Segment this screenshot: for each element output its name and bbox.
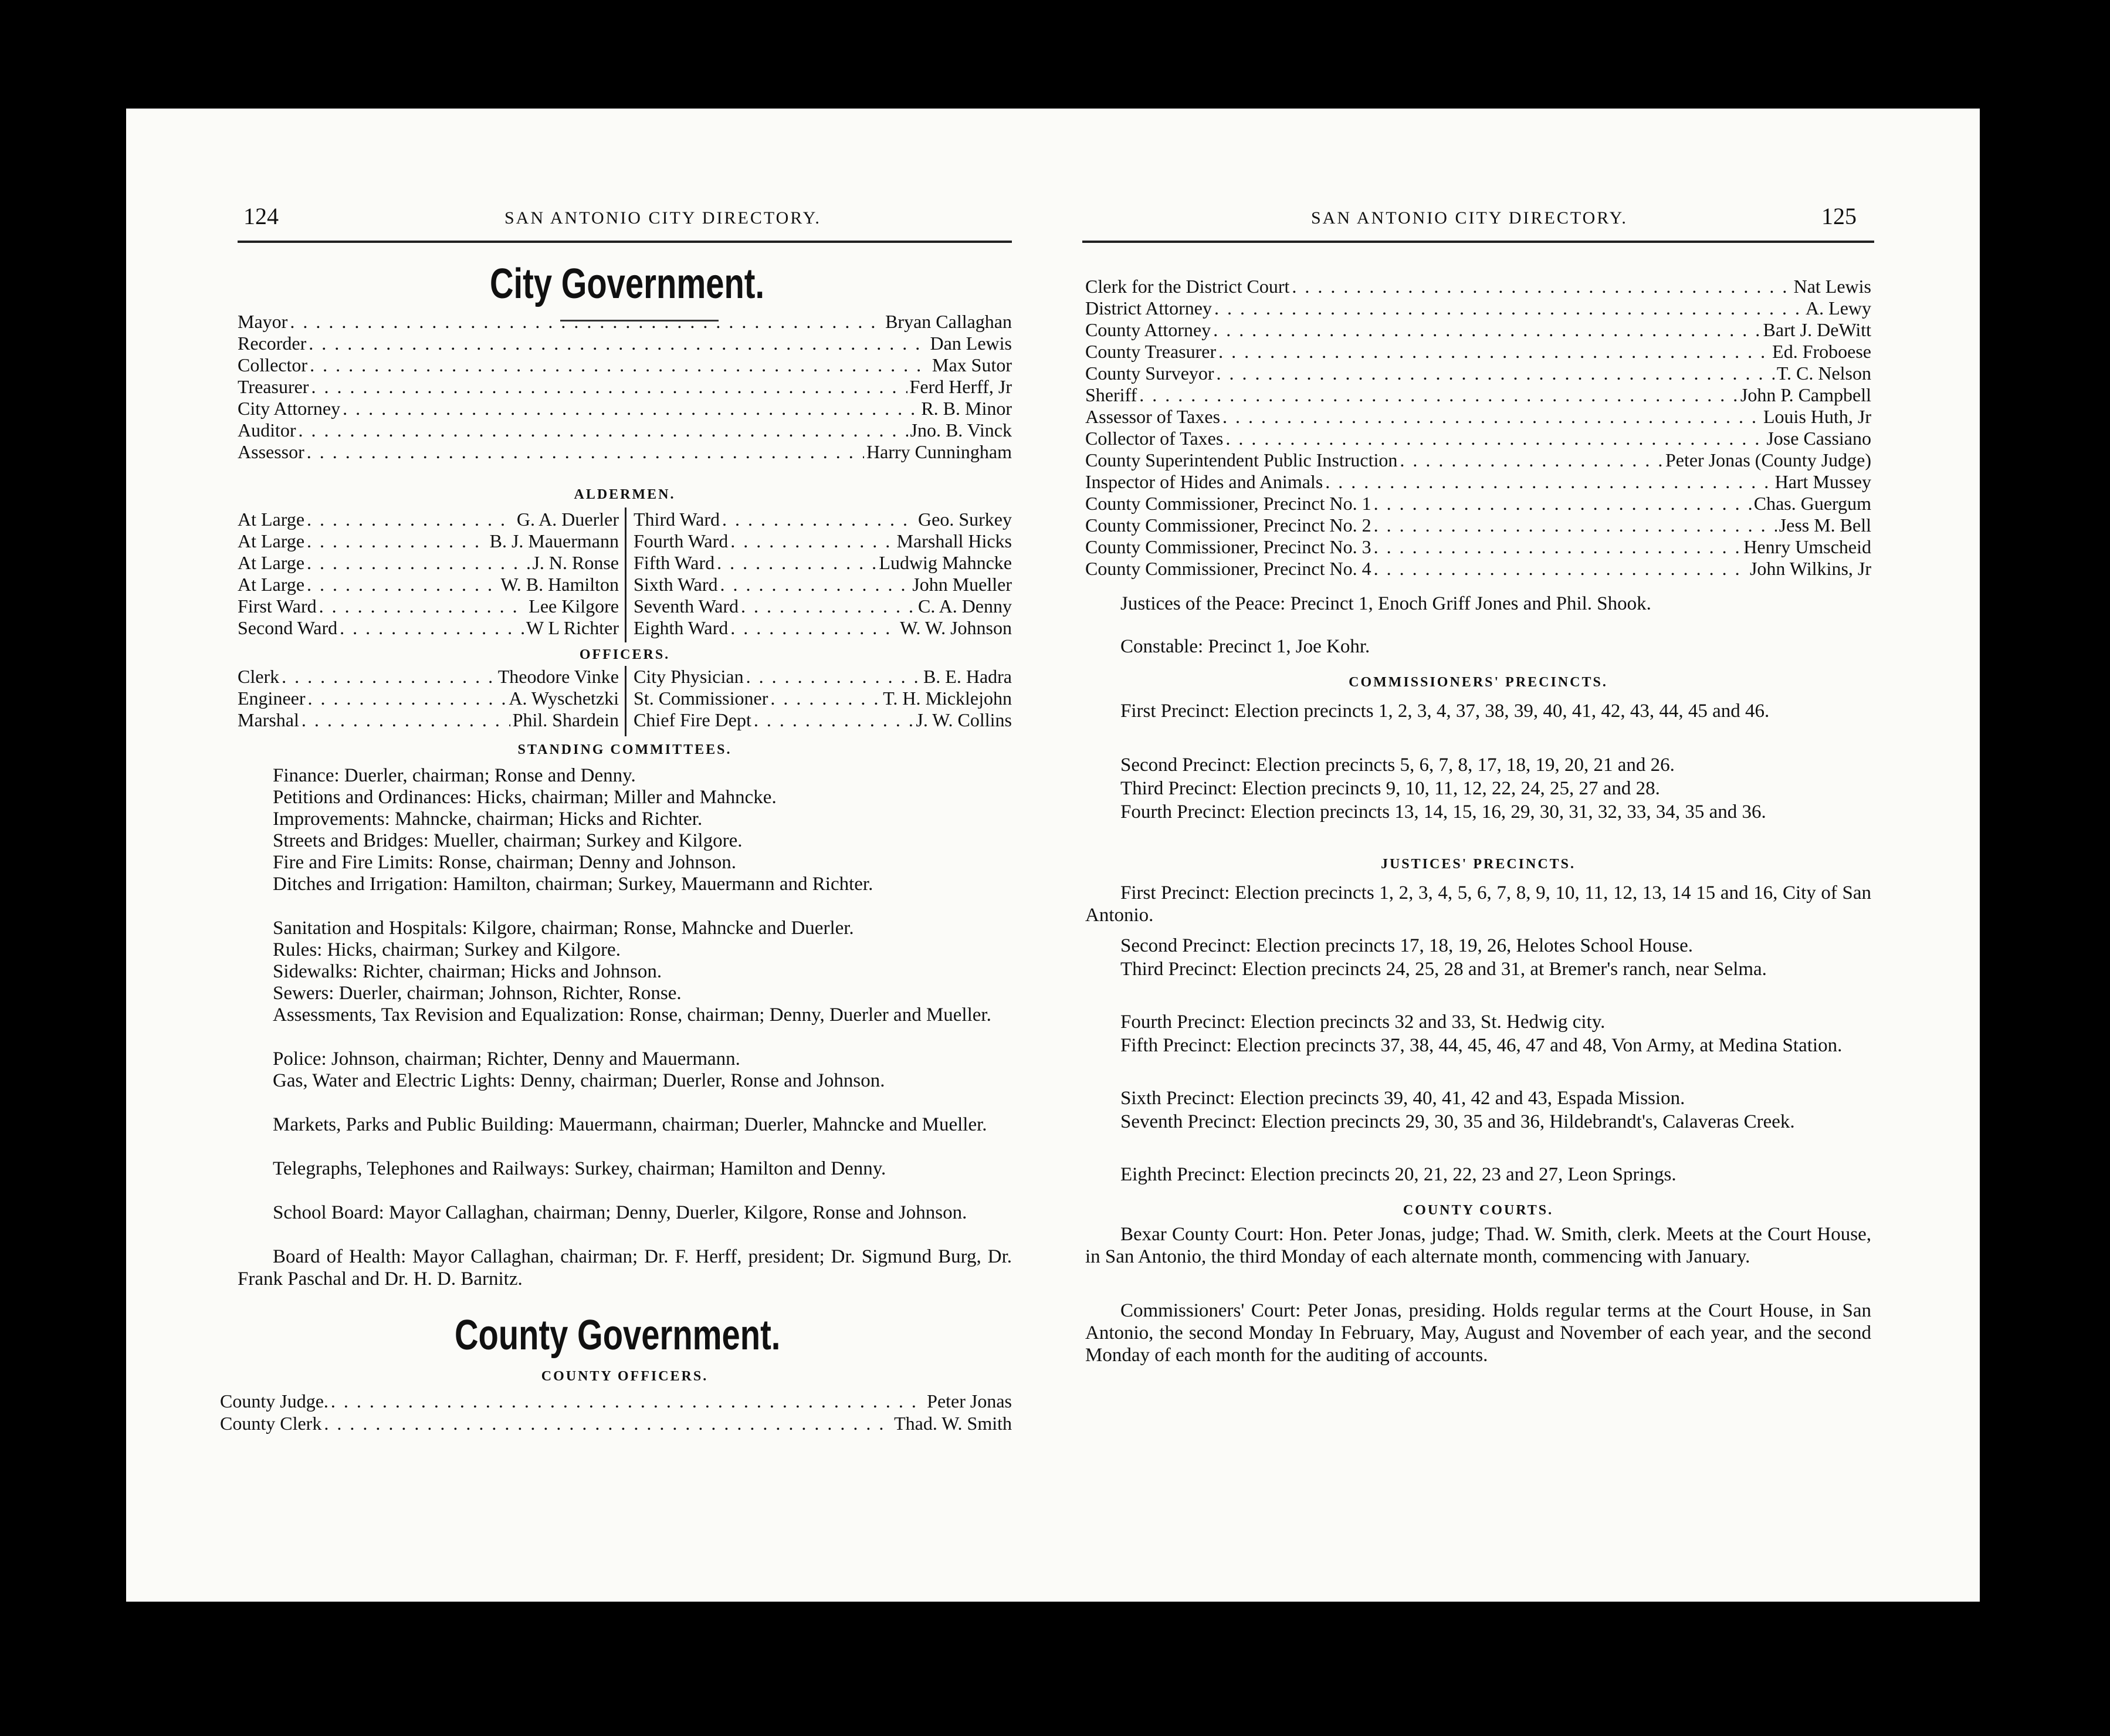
county-courts-heading: COUNTY COURTS. <box>1403 1203 1554 1218</box>
dot-leader <box>754 709 914 731</box>
alderman-entry <box>634 574 1012 595</box>
county-official-entry-value: John P. Campbell <box>1740 384 1871 405</box>
official-entry <box>238 354 1012 375</box>
county-official-entry-label: County Commissioner, Precinct No. 1 <box>1085 493 1371 514</box>
dot-leader <box>770 688 880 709</box>
dot-leader <box>282 666 496 688</box>
commissioners-precinct-entry: Third Precinct: Election precincts 9, 10, 11, 12, 22, 24, 25, 27 and 28. <box>1120 778 1660 799</box>
alderman-entry-value: Geo. Surkey <box>918 509 1012 530</box>
alderman-entry-label: Third Ward <box>634 509 720 530</box>
officer-entry-value: A. Wyschetzki <box>509 688 619 709</box>
dot-leader <box>1222 406 1761 428</box>
county-official-entry <box>1085 558 1871 579</box>
commissioners-precinct-entry: First Precinct: Election precincts 1, 2, 3, 4, 37, 38, 39, 40, 41, 42, 43, 44, 45 and 46. <box>1120 701 1770 722</box>
officer-entry-label: Marshal <box>238 709 299 730</box>
official-entry-value: Harry Cunningham <box>866 441 1012 462</box>
officer-entry <box>238 688 619 709</box>
official-entry <box>238 333 1012 354</box>
official-entry-label: Mayor <box>238 311 288 332</box>
alderman-entry <box>238 552 619 573</box>
county-official-entry-value: Chas. Guergum <box>1753 493 1871 514</box>
county-official-entry-value: T. C. Nelson <box>1776 363 1871 384</box>
officer-entry-label: St. Commissioner <box>634 688 768 709</box>
county-court-entry: Bexar County Court: Hon. Peter Jonas, judge; Thad. W. Smith, clerk. Meets at the Court House, in San Antonio, the third Monday of each alternate month, commencing with January. <box>1085 1224 1871 1267</box>
committee-entry: School Board: Mayor Callaghan, chairman; Denny, Duerler, Kilgore, Ronse and Johnson. <box>273 1202 967 1223</box>
committee-entry: Finance: Duerler, chairman; Ronse and Denny. <box>273 765 636 786</box>
county-official-entry-value: A. Lewy <box>1806 297 1871 319</box>
official-entry-label: Treasurer <box>238 376 309 397</box>
county-official-entry-label: County Commissioner, Precinct No. 3 <box>1085 536 1371 557</box>
officer-entry-value: Phil. Shardein <box>512 709 619 730</box>
running-header-left: SAN ANTONIO CITY DIRECTORY. <box>504 208 821 228</box>
committee-entry: Sewers: Duerler, chairman; Johnson, Richter, Ronse. <box>273 983 682 1004</box>
commissioners-precincts-heading: COMMISSIONERS' PRECINCTS. <box>1349 675 1608 690</box>
dot-leader <box>311 376 907 398</box>
official-entry <box>238 398 1012 419</box>
alderman-entry-label: Fifth Ward <box>634 552 715 573</box>
dot-leader <box>324 1413 892 1434</box>
dot-leader <box>730 617 897 639</box>
officer-entry <box>238 666 619 687</box>
alderman-entry-value: W L Richter <box>526 617 619 638</box>
county-official-entry <box>1085 384 1871 405</box>
aldermen-heading: ALDERMEN. <box>574 487 676 502</box>
dot-leader <box>302 709 510 731</box>
officer-entry <box>634 709 1012 730</box>
dot-leader <box>1218 341 1770 363</box>
official-entry-label: Collector <box>238 354 308 375</box>
officer-entry-label: City Physician <box>634 666 744 687</box>
running-header-right: SAN ANTONIO CITY DIRECTORY. <box>1311 208 1628 228</box>
county-official-entry-value: Peter Jonas (County Judge) <box>1665 449 1871 471</box>
official-entry-value: Dan Lewis <box>930 333 1012 354</box>
officer-entry-label: Chief Fire Dept <box>634 709 751 730</box>
dot-leader <box>319 595 527 617</box>
county-officer-entry-label: County Judge. <box>220 1390 328 1412</box>
county-official-entry-label: Collector of Taxes <box>1085 428 1224 449</box>
county-officer-entry <box>220 1390 1012 1412</box>
committee-entry: Fire and Fire Limits: Ronse, chairman; Denny and Johnson. <box>273 852 737 873</box>
official-entry-value: Bryan Callaghan <box>885 311 1012 332</box>
dot-leader <box>1325 471 1772 493</box>
county-official-entry <box>1085 363 1871 384</box>
official-entry-value: Ferd Herff, Jr <box>909 376 1012 397</box>
alderman-entry-label: Seventh Ward <box>634 595 739 617</box>
justices-of-peace: Justices of the Peace: Precinct 1, Enoch Griff Jones and Phil. Shook. <box>1120 593 1651 614</box>
alderman-entry-label: At Large <box>238 552 305 573</box>
dot-leader <box>343 398 919 419</box>
standing-committees-heading: STANDING COMMITTEES. <box>517 742 732 757</box>
dot-leader <box>1374 493 1752 515</box>
committee-entry: Board of Health: Mayor Callaghan, chairman; Dr. F. Herff, president; Dr. Sigmund Burg, Dr. Frank Paschal and Dr. H. D. Barnitz. <box>238 1246 1012 1290</box>
commissioners-precinct-entry: Second Precinct: Election precincts 5, 6, 7, 8, 17, 18, 19, 20, 21 and 26. <box>1120 754 1675 776</box>
county-official-entry <box>1085 406 1871 427</box>
county-official-entry-label: County Superintendent Public Instruction <box>1085 449 1398 471</box>
committee-entry: Assessments, Tax Revision and Equalization: Ronse, chairman; Denny, Duerler and Mueller. <box>273 1004 991 1026</box>
county-official-entry <box>1085 276 1871 297</box>
dot-leader <box>307 530 487 552</box>
county-official-entry <box>1085 449 1871 471</box>
alderman-entry <box>634 509 1012 530</box>
left-page <box>126 109 1065 1602</box>
committee-entry: Telegraphs, Telephones and Railways: Surkey, chairman; Hamilton and Denny. <box>273 1158 886 1179</box>
dot-leader <box>1139 384 1738 406</box>
county-official-entry-label: County Treasurer <box>1085 341 1217 362</box>
county-official-entry-label: Sheriff <box>1085 384 1137 405</box>
official-entry-value: Max Sutor <box>932 354 1012 375</box>
official-entry-label: Assessor <box>238 441 304 462</box>
dot-leader <box>308 688 507 709</box>
official-entry <box>238 311 1012 332</box>
dot-leader <box>730 530 894 552</box>
dot-leader <box>309 333 927 354</box>
county-official-entry-label: County Attorney <box>1085 319 1211 340</box>
header-rule-right <box>1082 241 1874 243</box>
dot-leader <box>1374 536 1742 558</box>
dot-leader <box>299 419 908 441</box>
dot-leader <box>1214 297 1803 319</box>
dot-leader <box>717 552 876 574</box>
dot-leader <box>331 1390 924 1412</box>
dot-leader <box>340 617 524 639</box>
alderman-entry-value: G. A. Duerler <box>516 509 619 530</box>
county-government-title: County Government. <box>455 1312 781 1359</box>
justice-precinct-entry: Fourth Precinct: Election precincts 32 and 33, St. Hedwig city. <box>1120 1011 1606 1033</box>
officer-entry-value: J. W. Collins <box>916 709 1012 730</box>
dot-leader <box>307 509 514 530</box>
official-entry-label: Recorder <box>238 333 307 354</box>
dot-leader <box>1225 428 1764 449</box>
official-entry-label: City Attorney <box>238 398 341 419</box>
officer-entry-label: Engineer <box>238 688 306 709</box>
justice-precinct-entry: Second Precinct: Election precincts 17, 18, 19, 26, Helotes School House. <box>1120 935 1694 956</box>
county-official-entry-label: Inspector of Hides and Animals <box>1085 471 1323 492</box>
dot-leader <box>720 574 910 595</box>
dot-leader <box>1217 363 1774 384</box>
alderman-entry-label: Fourth Ward <box>634 530 729 551</box>
county-official-entry-value: Nat Lewis <box>1793 276 1871 297</box>
justice-precinct-entry: Eighth Precinct: Election precincts 20, 21, 22, 23 and 27, Leon Springs. <box>1120 1164 1677 1185</box>
committee-entry: Police: Johnson, chairman; Richter, Denny and Mauermann. <box>273 1048 740 1070</box>
committee-entry: Rules: Hicks, chairman; Surkey and Kilgore. <box>273 939 621 960</box>
committee-entry: Sanitation and Hospitals: Kilgore, chairman; Ronse, Mahncke and Duerler. <box>273 918 854 939</box>
constable: Constable: Precinct 1, Joe Kohr. <box>1120 636 1370 657</box>
county-official-entry-value: Jose Cassiano <box>1766 428 1871 449</box>
officer-entry <box>634 688 1012 709</box>
page-number-right: 125 <box>1821 203 1857 229</box>
committee-entry: Gas, Water and Electric Lights: Denny, chairman; Duerler, Ronse and Johnson. <box>273 1070 885 1091</box>
dot-leader <box>307 574 498 595</box>
alderman-entry-label: First Ward <box>238 595 317 617</box>
alderman-entry-value: W. B. Hamilton <box>500 574 619 595</box>
official-entry-label: Auditor <box>238 419 296 441</box>
alderman-entry-value: B. J. Mauermann <box>489 530 619 551</box>
county-official-entry-value: Louis Huth, Jr <box>1763 406 1871 427</box>
county-official-entry-label: Clerk for the District Court <box>1085 276 1290 297</box>
alderman-entry-value: Ludwig Mahncke <box>879 552 1012 573</box>
county-official-entry-label: County Commissioner, Precinct No. 4 <box>1085 558 1371 579</box>
dot-leader <box>746 666 921 688</box>
county-official-entry-value: Jess M. Bell <box>1779 515 1871 536</box>
county-officer-entry-label: County Clerk <box>220 1413 322 1434</box>
officer-entry <box>238 709 619 730</box>
county-officer-entry <box>220 1413 1012 1434</box>
alderman-entry-label: Second Ward <box>238 617 338 638</box>
committee-entry: Sidewalks: Richter, chairman; Hicks and Johnson. <box>273 961 662 982</box>
dot-leader <box>1400 449 1663 471</box>
county-official-entry-value: Ed. Froboese <box>1772 341 1871 362</box>
alderman-entry-label: Eighth Ward <box>634 617 729 638</box>
right-page <box>1065 109 1980 1602</box>
alderman-entry-value: W. W. Johnson <box>900 617 1012 638</box>
county-official-entry-label: County Commissioner, Precinct No. 2 <box>1085 515 1371 536</box>
dot-leader <box>307 552 530 574</box>
county-official-entry <box>1085 515 1871 536</box>
county-court-entry: Commissioners' Court: Peter Jonas, presiding. Holds regular terms at the Court House, in San Antonio, the second Monday In February, May, August and November of each year, and the second Monday of each month for the auditing of accounts. <box>1085 1300 1871 1366</box>
committee-entry: Streets and Bridges: Mueller, chairman; Surkey and Kilgore. <box>273 830 743 851</box>
officer-entry-label: Clerk <box>238 666 280 687</box>
alderman-entry-value: Marshall Hicks <box>896 530 1012 551</box>
committee-entry: Ditches and Irrigation: Hamilton, chairman; Surkey, Mauermann and Richter. <box>273 874 873 895</box>
committee-entry: Markets, Parks and Public Building: Mauermann, chairman; Duerler, Mahncke and Mueller. <box>273 1114 987 1135</box>
dot-leader <box>310 354 930 376</box>
county-official-entry-value: Henry Umscheid <box>1743 536 1871 557</box>
aldermen-divider <box>625 507 626 642</box>
officers-heading: OFFICERS. <box>579 647 670 662</box>
alderman-entry-value: John Mueller <box>912 574 1012 595</box>
justices-precincts-heading: JUSTICES' PRECINCTS. <box>1380 857 1576 872</box>
county-official-entry-label: County Surveyor <box>1085 363 1214 384</box>
alderman-entry-value: J. N. Ronse <box>532 552 619 573</box>
dot-leader <box>1374 558 1747 580</box>
official-entry <box>238 419 1012 441</box>
county-official-entry <box>1085 471 1871 492</box>
dot-leader <box>1374 515 1777 536</box>
dot-leader <box>1213 319 1760 341</box>
county-official-entry <box>1085 428 1871 449</box>
officer-entry-value: Theodore Vinke <box>497 666 619 687</box>
alderman-entry-label: Sixth Ward <box>634 574 718 595</box>
alderman-entry <box>238 595 619 617</box>
alderman-entry <box>634 617 1012 638</box>
city-government-title: City Government. <box>490 260 765 307</box>
justice-precinct-entry: Third Precinct: Election precincts 24, 25, 28 and 31, at Bremer's ranch, near Selma. <box>1120 959 1767 980</box>
county-official-entry-label: District Attorney <box>1085 297 1212 319</box>
county-official-entry <box>1085 493 1871 514</box>
dot-leader <box>722 509 916 530</box>
alderman-entry <box>238 617 619 638</box>
county-officer-entry-value: Peter Jonas <box>927 1390 1012 1412</box>
county-official-entry-label: Assessor of Taxes <box>1085 406 1221 427</box>
dot-leader <box>307 441 864 463</box>
justice-precinct-entry: Fifth Precinct: Election precincts 37, 38, 44, 45, 46, 47 and 48, Von Army, at Medina Station. <box>1120 1035 1843 1056</box>
officer-entry-value: B. E. Hadra <box>923 666 1012 687</box>
county-official-entry-value: John Wilkins, Jr <box>1749 558 1871 579</box>
alderman-entry <box>634 595 1012 617</box>
alderman-entry <box>238 574 619 595</box>
justice-precinct-entry: Sixth Precinct: Election precincts 39, 40, 41, 42 and 43, Espada Mission. <box>1120 1088 1685 1109</box>
dot-leader <box>290 311 883 333</box>
county-official-entry <box>1085 319 1871 340</box>
justice-precinct-entry: Seventh Precinct: Election precincts 29, 30, 35 and 36, Hildebrandt's, Calaveras Creek. <box>1120 1111 1795 1132</box>
county-official-entry-value: Hart Mussey <box>1774 471 1871 492</box>
alderman-entry <box>238 530 619 551</box>
committee-entry: Petitions and Ordinances: Hicks, chairman; Miller and Mahncke. <box>273 787 777 808</box>
alderman-entry <box>634 552 1012 573</box>
alderman-entry-value: C. A. Denny <box>918 595 1012 617</box>
officer-entry <box>634 666 1012 687</box>
county-officers-heading: COUNTY OFFICERS. <box>541 1369 709 1384</box>
justice-precinct-entry: First Precinct: Election precincts 1, 2, 3, 4, 5, 6, 7, 8, 9, 10, 11, 12, 13, 14 15 and 16, City of San Antonio. <box>1085 882 1871 926</box>
committee-entry: Improvements: Mahncke, chairman; Hicks and Richter. <box>273 808 703 830</box>
county-official-entry-value: Bart J. DeWitt <box>1763 319 1871 340</box>
page-number-left: 124 <box>243 203 279 229</box>
alderman-entry <box>634 530 1012 551</box>
alderman-entry-value: Lee Kilgore <box>529 595 619 617</box>
official-entry <box>238 441 1012 462</box>
alderman-entry-label: At Large <box>238 574 305 595</box>
county-official-entry <box>1085 536 1871 557</box>
county-official-entry <box>1085 341 1871 362</box>
official-entry <box>238 376 1012 397</box>
alderman-entry-label: At Large <box>238 509 305 530</box>
officer-entry-value: T. H. Micklejohn <box>883 688 1012 709</box>
county-official-entry <box>1085 297 1871 319</box>
dot-leader <box>741 595 916 617</box>
official-entry-value: R. B. Minor <box>921 398 1012 419</box>
header-rule-left <box>238 241 1012 243</box>
dot-leader <box>1292 276 1791 297</box>
alderman-entry-label: At Large <box>238 530 305 551</box>
officers-divider <box>625 666 626 736</box>
alderman-entry <box>238 509 619 530</box>
commissioners-precinct-entry: Fourth Precinct: Election precincts 13, 14, 15, 16, 29, 30, 31, 32, 33, 34, 35 and 36. <box>1120 801 1766 823</box>
official-entry-value: Jno. B. Vinck <box>910 419 1012 441</box>
county-officer-entry-value: Thad. W. Smith <box>894 1413 1012 1434</box>
